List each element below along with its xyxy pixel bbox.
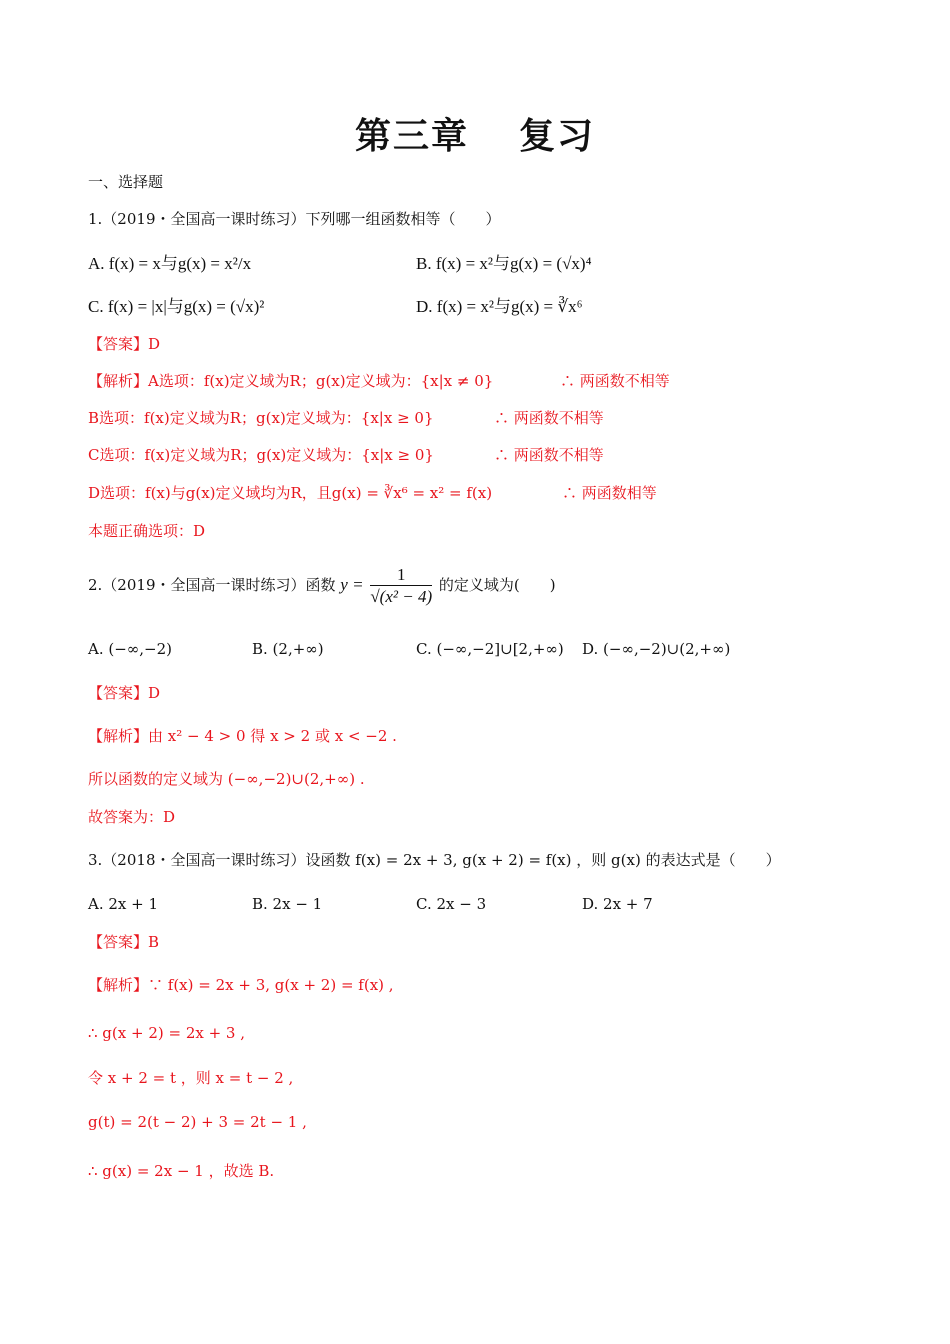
q1-conclusion-1: ∴ 两函数不相等 <box>560 372 670 390</box>
q3-option-c: C. 2x − 3 <box>416 895 487 913</box>
q2-stem-suffix: 的定义域为( ) <box>438 576 556 594</box>
q2-option-d: D. (−∞,−2)∪(2,+∞) <box>582 640 731 658</box>
q1-answer: 【答案】D <box>88 335 161 353</box>
q3-answer: 【答案】B <box>88 933 160 951</box>
q2-option-c: C. (−∞,−2]∪[2,+∞) <box>416 640 564 658</box>
q2-fraction-denominator: √(x² − 4) <box>370 586 433 606</box>
q2-fraction-numerator: 1 <box>370 565 432 586</box>
q2-explanation-3: 故答案为：D <box>88 808 176 826</box>
q1-option-b: B. f(x) = x²与g(x) = (√x)⁴ <box>416 254 592 273</box>
section-heading: 一、选择题 <box>88 173 164 191</box>
q3-explanation-4: g(t) = 2(t − 2) + 3 = 2t − 1 , <box>88 1113 307 1131</box>
q2-y: y = <box>340 575 364 594</box>
q1-conclusion-3: ∴ 两函数不相等 <box>494 446 604 464</box>
q3-explanation-3: 令 x + 2 = t ，则 x = t − 2 , <box>88 1069 294 1087</box>
q1-conclusion-4: ∴ 两函数相等 <box>562 484 657 502</box>
title-review: 复习 <box>519 116 596 157</box>
q1-explanation-4: D选项：f(x)与g(x)定义域均为R，且g(x) = ∛x⁶ = x² = f(x) <box>88 484 493 502</box>
page-title <box>0 112 950 162</box>
q3-stem: 3.（2018・全国高一课时练习）设函数 f(x) = 2x + 3, g(x + 2) = f(x) ，则 g(x) 的表达式是（ ） <box>88 851 781 869</box>
q1-conclusion-2: ∴ 两函数不相等 <box>494 409 604 427</box>
q1-explanation-3: C选项：f(x)定义域为R；g(x)定义域为：{x|x ≥ 0} <box>88 446 434 464</box>
q2-fraction <box>370 565 432 608</box>
q1-explanation-1: 【解析】A选项：f(x)定义域为R；g(x)定义域为：{x|x ≠ 0} <box>88 372 494 390</box>
q3-explanation-1: 【解析】∵ f(x) = 2x + 3, g(x + 2) = f(x) , <box>88 976 394 994</box>
q1-explanation-2: B选项：f(x)定义域为R；g(x)定义域为：{x|x ≥ 0} <box>88 409 434 427</box>
q2-option-b: B. (2,+∞) <box>252 640 324 658</box>
q1-explanation-5: 本题正确选项：D <box>88 522 206 540</box>
title-chapter: 第三章 <box>354 116 469 157</box>
q3-option-a: A. 2x + 1 <box>88 895 159 913</box>
q2-stem <box>88 562 556 608</box>
q1-option-c: C. f(x) = |x|与g(x) = (√x)² <box>88 297 265 316</box>
q1-option-a: A. f(x) = x与g(x) = x²/x <box>88 254 252 273</box>
q3-explanation-2: ∴ g(x + 2) = 2x + 3 , <box>88 1024 246 1042</box>
q2-stem-prefix: 2.（2019・全国高一课时练习）函数 <box>88 576 336 594</box>
q1-option-d: D. f(x) = x²与g(x) = ∛x⁶ <box>416 297 583 316</box>
q1-stem: 1.（2019・全国高一课时练习）下列哪一组函数相等（ ） <box>88 210 501 228</box>
q3-option-d: D. 2x + 7 <box>582 895 653 913</box>
q2-explanation-1: 【解析】由 x² − 4 > 0 得 x > 2 或 x < −2 . <box>88 727 397 745</box>
q3-option-b: B. 2x − 1 <box>252 895 323 913</box>
q2-option-a: A. (−∞,−2) <box>88 640 173 658</box>
q2-explanation-2: 所以函数的定义域为 (−∞,−2)∪(2,+∞) . <box>88 770 365 788</box>
q3-explanation-5: ∴ g(x) = 2x − 1 ，故选 B. <box>88 1162 275 1180</box>
q2-answer: 【答案】D <box>88 684 161 702</box>
